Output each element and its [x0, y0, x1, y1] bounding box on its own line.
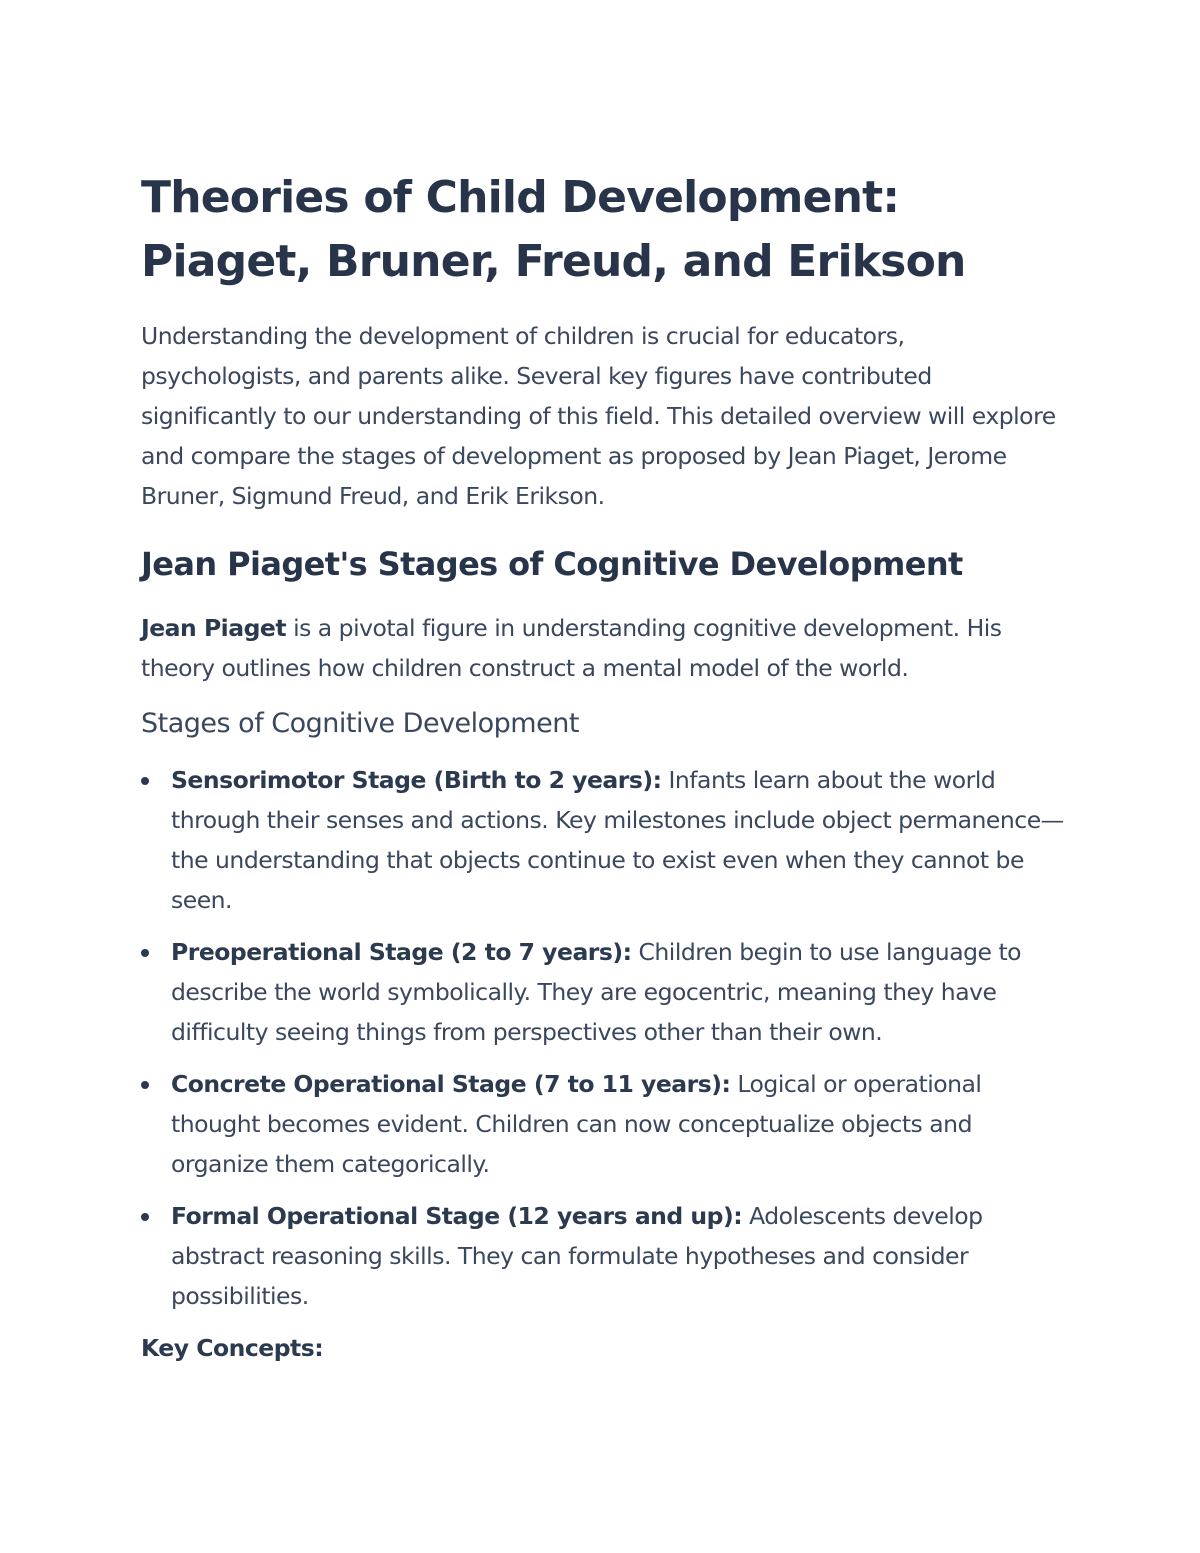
stage-colon: : [733, 1202, 743, 1230]
list-item [141, 932, 1066, 1052]
bullet-icon [141, 1213, 149, 1221]
document-page [141, 166, 1066, 1368]
stage-description: Logical or operational thought becomes evident. Children can now conceptualize objects and organize them categorically. [171, 1070, 982, 1178]
stage-name: Concrete Operational Stage (7 to 11 years) [171, 1070, 722, 1098]
subheading-stages: Stages of Cognitive Development [141, 708, 579, 739]
list-item [141, 760, 1066, 920]
stage-name: Sensorimotor Stage (Birth to 2 years) [171, 766, 653, 794]
stage-colon: : [721, 1070, 731, 1098]
document-title: Theories of Child Development: Piaget, Bruner, Freud, and Erikson [141, 172, 966, 287]
bullet-icon [141, 1081, 149, 1089]
intro-paragraph: Understanding the development of children is crucial for educators, psychologists, and parents alike. Several key figures have contributed significantly to our understanding of this field. This detailed overview will explore and compare the stages of development as proposed by Jean Piaget, Jerome Bruner, Sigmund Freud, and Erik Erikson. [141, 322, 1056, 510]
stages-list [141, 760, 1066, 1316]
piaget-intro-paragraph [141, 608, 1066, 688]
bullet-icon [141, 777, 149, 785]
piaget-name-bold: Jean Piaget [141, 614, 287, 642]
stage-colon: : [652, 766, 662, 794]
list-item [141, 1064, 1066, 1184]
stage-colon: : [622, 938, 632, 966]
stage-name: Preoperational Stage (2 to 7 years) [171, 938, 623, 966]
piaget-intro-text: is a pivotal figure in understanding cognitive development. His theory outlines how children construct a mental model of the world. [141, 614, 1002, 682]
key-concepts-label: Key Concepts: [141, 1334, 324, 1362]
stage-description: Adolescents develop abstract reasoning skills. They can formulate hypotheses and consider possibilities. [171, 1202, 983, 1310]
list-item [141, 1196, 1066, 1316]
bullet-icon [141, 949, 149, 957]
stage-description: Children begin to use language to describe the world symbolically. They are egocentric, meaning they have difficulty seeing things from perspectives other than their own. [171, 938, 1022, 1046]
section-heading-piaget: Jean Piaget's Stages of Cognitive Development [141, 545, 963, 583]
stage-description: Infants learn about the world through their senses and actions. Key milestones include object permanence—the understanding that objects continue to exist even when they cannot be seen. [171, 766, 1064, 914]
stage-name: Formal Operational Stage (12 years and up) [171, 1202, 734, 1230]
